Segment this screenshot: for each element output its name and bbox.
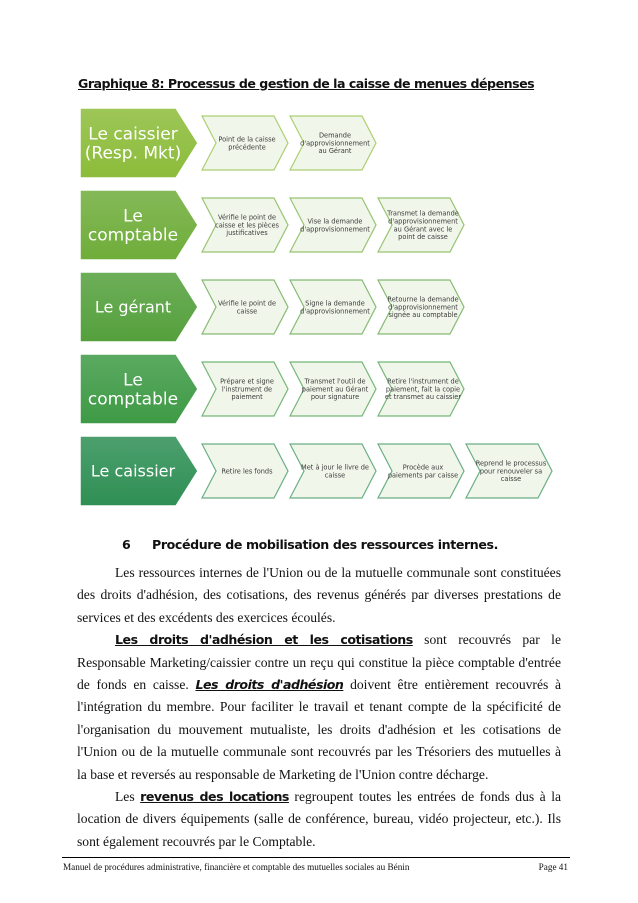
- body-text: [77, 562, 561, 853]
- keyword-revenus-locations: revenus des locations: [140, 789, 289, 805]
- step-label: précédente: [228, 143, 266, 152]
- section-title: Procédure de mobilisation des ressources internes.: [152, 537, 498, 552]
- section-number: 6: [122, 537, 131, 552]
- actor-label: Le caissier: [88, 124, 178, 145]
- paragraph-3: [77, 786, 561, 853]
- step-label: d'approvisionnement: [300, 307, 370, 316]
- paragraph-2: [77, 629, 561, 786]
- paragraph-3-text-b: regroupent toutes les entrées de fonds dus à la location de divers équipements (salle de conférence, bureau, vidéo projecteur, etc.). Ils sont également recouvrés par le Comptable.: [77, 789, 562, 849]
- actor-label: Le caissier: [90, 461, 176, 481]
- section-heading: [122, 537, 498, 552]
- actor-label: Le: [123, 370, 143, 391]
- step-label: Transmet l'outil de: [304, 377, 366, 386]
- footer-rule: [62, 857, 570, 858]
- step-label: Procède aux: [402, 463, 444, 472]
- step-label: pour renouveler sa: [479, 467, 543, 476]
- paragraph-2-text-b: doivent être entièrement recouvrés à l'intégration du membre. Pour faciliter le travail et tenant compte de la spécificité de l'organisation du mouvement mutualiste, les droits d'adhésion et les cotisations de l'Union ou de la mutuelle communale sont recouvrés par les Trésoriers des mutuelles à la base et reversés au responsable de Marketing de l'Union contre décharge.: [77, 677, 561, 782]
- step-label: paiements par caisse: [387, 471, 459, 480]
- step-label: paiement: [231, 393, 263, 402]
- process-diagram-svg: [80, 100, 560, 520]
- step-label: Met à jour le livre de: [301, 463, 369, 472]
- step-label: Reprend le processus: [475, 459, 547, 468]
- actor-label: Le gérant: [94, 297, 172, 317]
- step-label: paiement, fait la copie: [385, 385, 461, 394]
- keyword-droits-adhesion: Les droits d'adhésion: [195, 677, 344, 693]
- footer-page-number: Page 41: [538, 862, 568, 872]
- paragraph-3-text-a: Les: [115, 789, 141, 805]
- step-label: Point de la caisse: [218, 135, 276, 144]
- step-label: caisse: [324, 471, 346, 480]
- step-label: pour signature: [310, 393, 360, 402]
- paragraph-2-text-a: sont recouvrés par le Responsable Marketing/caissier contre un reçu qui constitue la pièce comptable d'entrée de fonds en caisse.: [77, 632, 561, 693]
- step-label: au Gérant: [318, 147, 352, 156]
- step-label: d'approvisionnement: [388, 303, 458, 312]
- step-label: paiement au Gérant: [301, 385, 369, 394]
- step-label: Vérifie le point de: [217, 213, 277, 222]
- step-label: point de caisse: [398, 233, 448, 242]
- actor-label: comptable: [87, 225, 179, 246]
- step-label: l'instrument de: [221, 385, 273, 394]
- step-label: Retire les fonds: [221, 467, 273, 476]
- step-label: Retire l'instrument de: [387, 377, 459, 386]
- footer-manual-title: Manuel de procédures administrative, financière et comptable des mutuelles sociales au Bénin: [63, 862, 410, 872]
- step-label: d'approvisionnement: [300, 225, 370, 234]
- step-label: d'approvisionnement: [300, 139, 370, 148]
- step-label: Retourne la demande: [387, 295, 459, 304]
- step-label: au Gérant avec le: [393, 225, 453, 234]
- step-label: Transmet la demande: [387, 209, 459, 218]
- actor-label: (Resp. Mkt): [84, 143, 182, 164]
- step-label: caisse: [500, 475, 522, 484]
- step-label: Demande: [318, 131, 352, 140]
- paragraph-1: Les ressources internes de l'Union ou de la mutuelle communale sont constituées des droits d'adhésion, des cotisations, des revenus générés par diverses prestations de services et des excédents des exercices écoulés.: [77, 565, 561, 625]
- step-label: Vise la demande: [307, 217, 363, 226]
- step-label: caisse et les pièces: [215, 221, 279, 230]
- process-diagram: [80, 100, 560, 520]
- actor-label: Le: [123, 206, 143, 227]
- figure-title: Graphique 8: Processus de gestion de la caisse de menues dépenses: [78, 76, 535, 91]
- step-label: signée au comptable: [388, 311, 458, 320]
- step-label: caisse: [236, 307, 258, 316]
- step-label: justificatives: [226, 229, 268, 238]
- step-label: Vérifie le point de: [217, 299, 277, 308]
- step-label: Prépare et signe: [220, 377, 274, 386]
- step-label: et transmet au caissier: [384, 393, 462, 402]
- keyword-droits-cotisations: Les droits d'adhésion et les cotisations: [115, 632, 413, 648]
- step-label: Signe la demande: [305, 299, 365, 308]
- step-label: d'approvisionnement: [388, 217, 458, 226]
- actor-label: comptable: [87, 389, 179, 410]
